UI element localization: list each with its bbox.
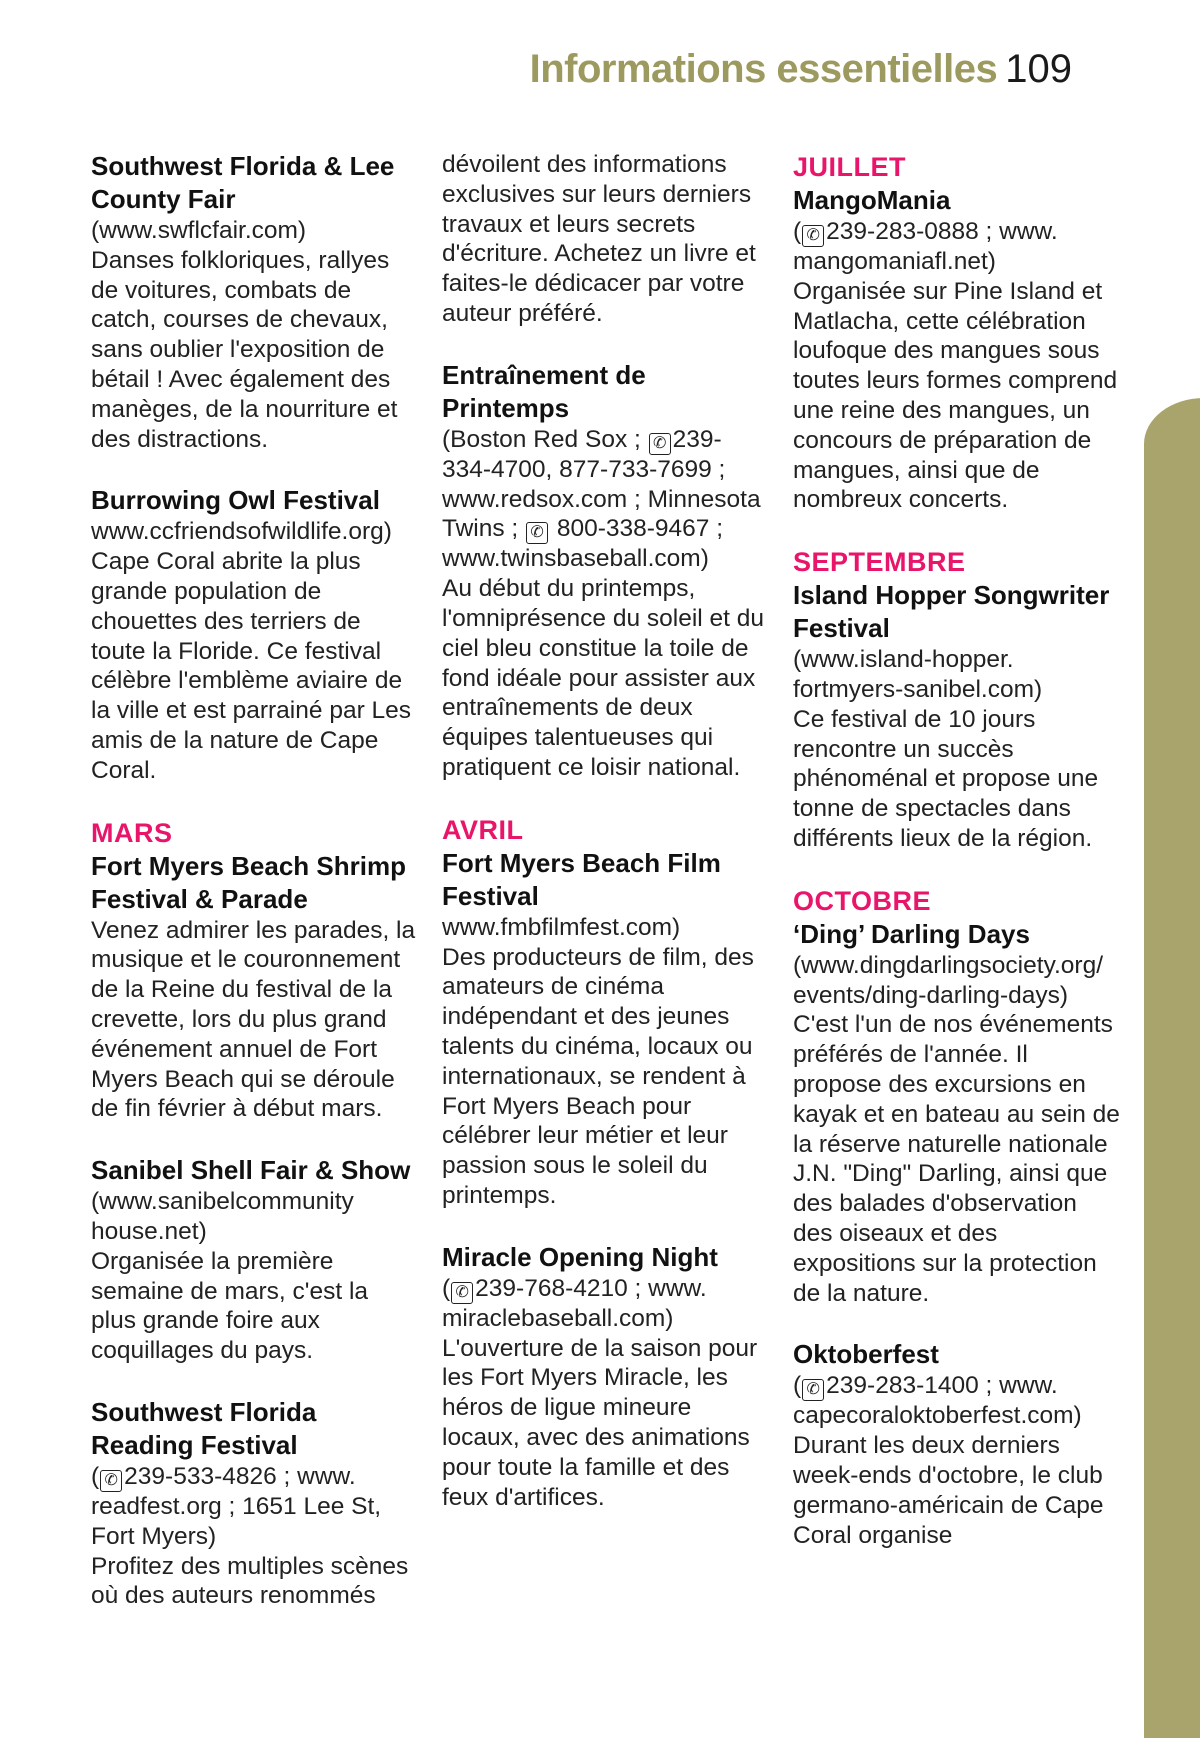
- phone-icon: ✆: [802, 1379, 824, 1401]
- event-description: Venez admirer les parades, la musique et le couronnement de la Reine du festival de la crevette, lors du plus grand événement annuel de Fort Myers Beach qui se déroule de fin février à début mars.: [91, 916, 416, 1123]
- column-2: [442, 150, 767, 1542]
- event-title: MangoMania: [793, 185, 951, 215]
- event-description: Des producteurs de film, des amateurs de cinéma indépendant et des jeunes talents du cinéma, locaux ou internationaux, se rendent à Fort Myers Beach pour célébrer leur métier et leur passion sous le soleil du printemps.: [442, 943, 754, 1209]
- event-title: Fort Myers Beach Film Festival: [442, 847, 721, 911]
- contact-details: 239-283-1400 ; www. capecoraloktoberfest.com): [793, 1372, 1082, 1430]
- contact-details: 800-338-9467 ; www.twinsbaseball.com): [442, 515, 724, 573]
- contact-prefix: (Boston Red Sox ;: [442, 425, 648, 453]
- event-entry: [91, 484, 416, 785]
- event-description: Ce festival de 10 jours rencontre un succès phénoménal et propose une tonne de spectacles dans différents lieux de la région.: [793, 705, 1099, 852]
- event-title: Island Hopper Songwriter Festival: [793, 580, 1110, 644]
- month-heading: AVRIL: [442, 814, 524, 845]
- event-entry: [793, 1338, 1123, 1550]
- month-heading: OCTOBRE: [793, 885, 932, 916]
- event-website: www.ccfriendsofwildlife.org): [91, 518, 392, 546]
- page-number: 109: [1005, 47, 1072, 91]
- event-description: Durant les deux derniers week-ends d'octobre, le club germano-américain de Cape Coral organise: [793, 1432, 1104, 1549]
- event-title: ‘Ding’ Darling Days: [793, 918, 1030, 949]
- event-contact: [793, 217, 1123, 277]
- phone-icon: ✆: [526, 522, 548, 544]
- event-website: (www.island-hopper. fortmyers-sanibel.com): [793, 646, 1043, 703]
- chapter-tab: [1144, 398, 1200, 1738]
- event-description: Cape Coral abrite la plus grande population de chouettes des terriers de toute la Floride. Ce festival célèbre l'emblème aviaire de la ville et est parrainé par Les amis de la nature de Cape Coral.: [91, 548, 412, 784]
- month-heading: MARS: [91, 817, 173, 848]
- event-title: Fort Myers Beach Shrimp Festival & Parade: [91, 850, 406, 914]
- event-contact: [442, 1274, 767, 1334]
- event-entry: [442, 359, 767, 783]
- event-website: www.fmbfilmfest.com): [442, 913, 681, 941]
- event-website: (www.sanibelcommunity house.net): [91, 1188, 354, 1245]
- column-3: [793, 150, 1123, 1580]
- event-description: Profitez des multiples scènes où des auteurs renommés: [91, 1552, 409, 1610]
- event-entry: [442, 150, 767, 329]
- contact-details: 239-768-4210 ; www. miraclebaseball.com): [442, 1274, 707, 1332]
- column-1: [91, 150, 416, 1641]
- contact-details: 239-334-4700, 877-733-7699 ; www.redsox.com ; Minnesota Twins ;: [442, 425, 761, 543]
- event-entry: [91, 1154, 416, 1366]
- event-entry: [91, 816, 416, 1125]
- event-description: Organisée la première semaine de mars, c'est la plus grande foire aux coquillages du pays.: [91, 1247, 369, 1365]
- event-title: Southwest Florida & Lee County Fair: [91, 151, 395, 214]
- contact-prefix: (: [793, 1372, 802, 1400]
- event-entry: [91, 1396, 416, 1611]
- event-website: (www.dingdarlingsociety.org/ events/ding-darling-days): [793, 951, 1104, 1009]
- event-description: Danses folkloriques, rallyes de voitures, combats de catch, courses de chevaux, sans oublier l'exposition de bétail ! Avec également des manèges, de la nourriture et des distractions.: [91, 246, 398, 453]
- contact-prefix: (: [442, 1274, 451, 1302]
- event-title: Oktoberfest: [793, 1339, 939, 1370]
- event-contact: [793, 1371, 1123, 1431]
- header-title: Informations essentielles: [529, 47, 998, 91]
- event-title: Entraînement de Printemps: [442, 359, 646, 423]
- event-title: Sanibel Shell Fair & Show: [91, 1155, 411, 1186]
- event-entry: [442, 1241, 767, 1513]
- event-description: Au début du printemps, l'omniprésence du soleil et du ciel bleu constitue la toile de fond idéale pour assister aux entraînements de deux équipes talentueuses qui pratiquent ce loisir national.: [442, 575, 765, 781]
- event-website: (www.swflcfair.com): [91, 217, 307, 244]
- contact-prefix: (: [793, 218, 802, 245]
- month-heading: SEPTEMBRE: [793, 547, 966, 578]
- event-description: C'est l'un de nos événements préférés de l'année. Il propose des excursions en kayak et en bateau au sein de la réserve naturelle nationale J.N. "Ding" Darling, ainsi que des balades d'observation des oiseaux et des expositions sur la protection de la nature.: [793, 1011, 1120, 1307]
- event-entry: [793, 884, 1123, 1309]
- event-contact: [91, 1462, 416, 1552]
- event-entry: [793, 150, 1123, 515]
- contact-details: 239-533-4826 ; www. readfest.org ; 1651 Lee St, Fort Myers): [91, 1462, 382, 1550]
- page-header: [530, 44, 1072, 94]
- event-entry: [442, 813, 767, 1211]
- phone-icon: ✆: [451, 1282, 473, 1304]
- event-title: Southwest Florida Reading Festival: [91, 1396, 317, 1460]
- contact-prefix: (: [91, 1462, 100, 1490]
- event-entry: [793, 545, 1123, 854]
- phone-icon: ✆: [100, 1470, 122, 1492]
- phone-icon: ✆: [649, 433, 671, 455]
- event-contact: [442, 425, 767, 574]
- contact-details: 239-283-0888 ; www. mangomaniafl.net): [793, 218, 1058, 275]
- event-title: Miracle Opening Night: [442, 1241, 718, 1272]
- event-title: Burrowing Owl Festival: [91, 485, 380, 516]
- event-entry: [91, 150, 416, 454]
- event-description: L'ouverture de la saison pour les Fort Myers Miracle, les héros de ligue mineure locaux, avec des animations pour toute la famille et des feux d'artifices.: [442, 1334, 758, 1511]
- continued-text: dévoilent des informations exclusives sur leurs derniers travaux et leurs secrets d'écriture. Achetez un livre et faites-le dédicacer par votre auteur préféré.: [442, 151, 756, 327]
- month-heading: JUILLET: [793, 152, 907, 182]
- phone-icon: ✆: [802, 225, 824, 247]
- event-description: Organisée sur Pine Island et Matlacha, cette célébration loufoque des mangues sous toutes leurs formes comprend une reine des mangues, un concours de préparation de mangues, ainsi que de nombreux concerts.: [793, 277, 1118, 514]
